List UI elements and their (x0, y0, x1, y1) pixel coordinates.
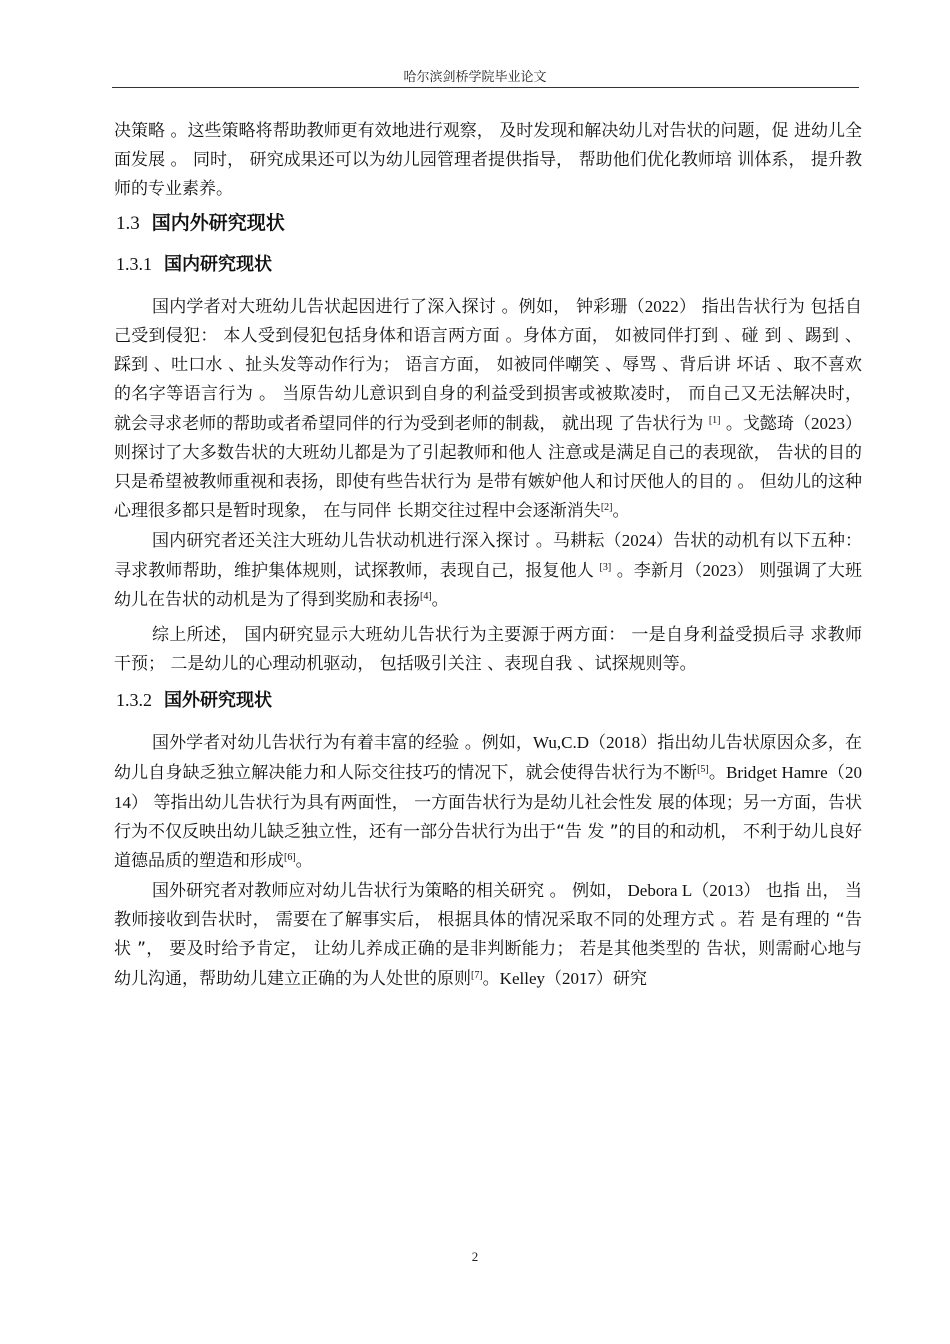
citation-author: Wu,C.D（2018） (532, 733, 658, 752)
text-run: 。 (708, 763, 727, 783)
domestic-summary-paragraph: 综上所述， 国内研究显示大班幼儿告状行为主要源于两方面： 一是自身利益受损后寻 求教师干预； 二是幼儿的心理动机驱动， 包括吸引关注 、表现自我 、试探规则等。 (114, 625, 862, 674)
text-run: 指出幼儿告状原因众多，在幼儿自身缺乏独立解决能力和人际交往技巧的情况下，就会使得告状行为不断 (114, 733, 863, 783)
citation-year: （2023） (793, 414, 863, 433)
reference-marker: [1] (708, 415, 721, 426)
citation-author: Bridget Hamre（2014） (114, 763, 863, 812)
section-title: 国内外研究现状 (151, 212, 285, 234)
page-header-title: 哈尔滨剑桥学院毕业论文 (403, 70, 547, 85)
section-number: 1.3 (116, 213, 140, 234)
subsection-number: 1.3.1 (116, 254, 152, 274)
citation-year: （2023） (685, 561, 754, 580)
citation-year: （2024） (604, 531, 674, 550)
page-body (114, 117, 862, 994)
text-run: 国外研究者对教师应对幼儿告状行为策略的相关研究 。 例如， (152, 881, 624, 901)
citation-year: （2022） (627, 297, 697, 316)
text-run: 告状的动机有以下五种：寻求教师帮助，维护集体规则，试探教师，表现自己，报复他人 (114, 531, 863, 581)
citation-author: Debora L（2013） (623, 881, 761, 900)
subsection-heading-1-3-1 (116, 249, 862, 280)
text-run: 。 (295, 851, 313, 871)
text-run: 。 (431, 590, 449, 610)
text-run: 等指出幼儿告状行为具有两面性， 一方面告状行为是幼儿社会性发 展的体现；另一方面，告状行为不仅反映出幼儿缺乏独立性，还有一部分告状行为出于“告 发 ”的目的和动机， 不利于幼儿良好道德品质的塑造和形成 (114, 793, 863, 871)
subsection-heading-1-3-2 (116, 685, 862, 716)
text-run: 。李新月 (611, 561, 686, 581)
page-number: 2 (471, 1249, 479, 1264)
text-run: 研究 (613, 969, 647, 989)
text-run: 。戈懿琦 (720, 414, 794, 434)
text-run: 也指 出， 当教师接收到告状时， 需要在了解事实后， 根据具体的情况采取不同的处理方式 。若 是有理的 “告状 ”， 要及时给予肯定， 让幼儿养成正确的是非判断能力； 若是其他类型的 告状，则需耐心地与幼儿沟通，帮助幼儿建立正确的为人处世的原则 (114, 881, 863, 989)
section-heading-1-3 (116, 208, 862, 239)
text-run: 国内研究者还关注大班幼儿告状动机进行深入探讨 。马耕耘 (152, 531, 605, 551)
foreign-paragraph-2 (114, 876, 862, 994)
subsection-number: 1.3.2 (116, 690, 152, 710)
text-run: 指出告状行为 包括自己受到侵犯： 本人受到侵犯包括身体和语言两方面 。身体方面， 如被同伴打到 、碰 到 、踢到 、踩到 、吐口水 、扯头发等动作行为； 语言方面， 如被同伴嘲笑 、辱骂 、背后讲 坏话 、取不喜欢的名字等语言行为 。 当原告幼儿意识到自身的利益受到损害或被欺凌时， 而自己又无法解决时， 就会寻求老师的帮助或者希望同伴的行为受到老师的制裁， 就出现 了告状行为 (114, 297, 863, 434)
reference-marker: [2] (600, 502, 613, 513)
intro-paragraph: 决策略 。这些策略将帮助教师更有效地进行观察， 及时发现和解决幼儿对告状的问题，促 进幼儿全面发展 。 同时， 研究成果还可以为幼儿园管理者提供指导， 帮助他们优化教师培 训体系， 提升教师的专业素养。 (114, 121, 862, 199)
reference-marker: [4] (420, 591, 432, 602)
text-run: 国外学者对幼儿告状行为有着丰富的经验 。例如， (152, 733, 533, 753)
reference-marker: [3] (599, 562, 612, 573)
foreign-paragraph-1 (114, 728, 862, 876)
text-run: 。 (482, 969, 500, 989)
text-run: 则强调了大班幼儿在告状的动机是为了得到奖励和表扬 (114, 561, 863, 610)
text-run: 国内学者对大班幼儿告状起因进行了深入探讨 。例如， 钟彩珊 (152, 297, 628, 317)
domestic-paragraph-1 (114, 292, 862, 526)
subsection-title: 国外研究现状 (164, 690, 272, 711)
reference-marker: [7] (471, 970, 483, 981)
text-run: 。 (612, 501, 630, 521)
text-run: 则探讨了大多数告状的大班幼儿都是为了引起教师和他人 注意或是满足自己的表现欲， 告状的目的只是希望被教师重视和表扬，即使有些告状行为 是带有嫉妒他人和讨厌他人的目的 。 但幼儿的这种心理很多都只是暂时现象， 在与同伴 长期交往过程中会逐渐消失 (114, 443, 862, 521)
subsection-title: 国内研究现状 (164, 254, 272, 275)
domestic-paragraph-2 (114, 526, 862, 615)
citation-author: Kelley（2017） (499, 969, 613, 988)
reference-marker: [6] (284, 852, 296, 863)
reference-marker: [5] (697, 764, 709, 775)
header-divider (112, 87, 859, 88)
